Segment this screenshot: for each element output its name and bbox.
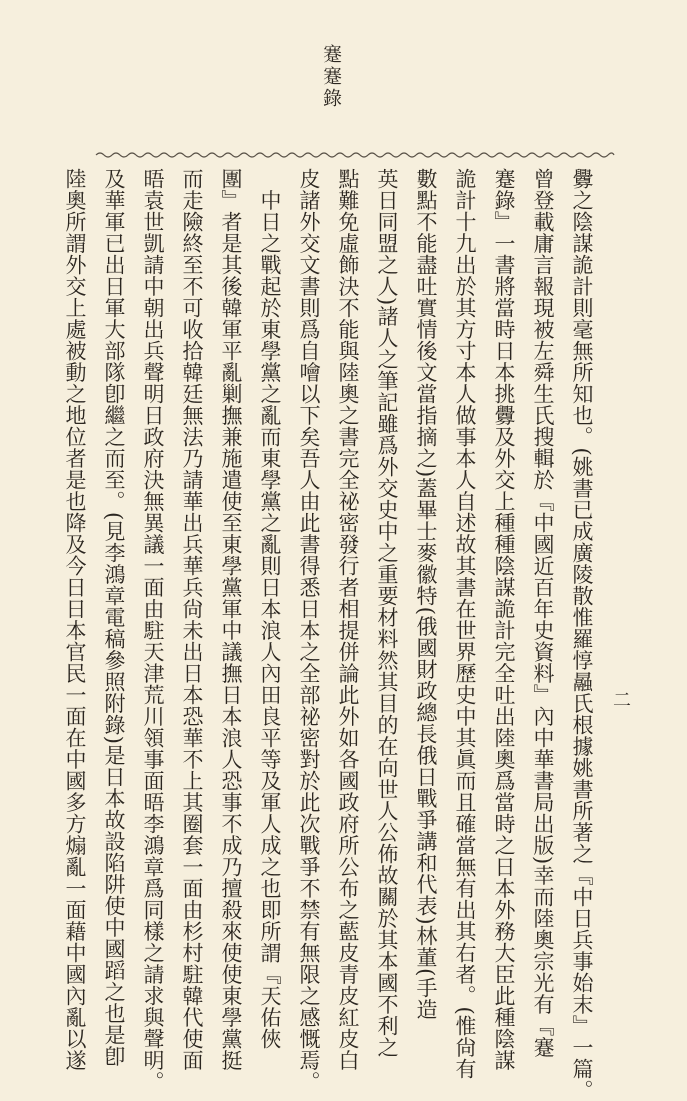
text-column: 皮諸外交文書則爲自噲以下矣吾人由此書得悉日本之全部祕密對於此次戰爭不禁有無限之感慨焉。 <box>297 168 321 1093</box>
text-column: 曾登載庸言報現被左舜生氏搜輯於『中國近百年史資料』內中華書局出版)幸而陸奧宗光有『蹇 <box>531 168 555 1059</box>
text-column: 而走險終至不可收拾韓廷無法乃請華出兵華兵尙未出日本恐華不上其圈套一面由杉村駐韓代使面 <box>180 168 204 1071</box>
text-column: 數點不能盡吐實情後文當指摘之)蓋畢士麥徽特(俄國財政總長俄日戰爭講和代表)林董(手造 <box>414 168 438 1020</box>
text-column: 晤袁世凱請中朝出兵聲明日政府決無異議一面由駐天津荒川領事面晤李鴻章爲同樣之請求與聲明。 <box>141 168 165 1093</box>
text-column: 英日同盟之人)諸人之筆記雖爲外交史中之重要材料然其目的在向世人公佈故關於其本國不利之 <box>375 168 399 1059</box>
text-column: 蹇錄』一書將當時日本挑釁及外交上種種陰謀詭計完全吐出陸奧爲當時之日本外務大臣此種陰謀 <box>492 168 516 1071</box>
text-column: 詭計十九出於其方寸本人做事本人自述故其書在世界歷史中其眞而且確當無有出其右者。(惟尙有 <box>453 168 477 1080</box>
text-column: 點難免虛飾決不能與陸奧之書完全祕密發行者相提併論此外如各國政府所公布之藍皮青皮紅皮白 <box>336 168 360 1071</box>
text-column: 團』者是其後韓軍平亂剿撫兼施遣使至東學黨軍中議撫日本浪人恐事不成乃擅殺來使使東學黨挺 <box>219 168 243 1071</box>
page-number: 二 <box>610 690 631 708</box>
text-column: 陸奧所謂外交上處被動之地位者是也降及今日日本官民一面在中國多方煽亂一面藉中國內亂以遂 <box>63 168 87 1071</box>
decorative-wavy-rule <box>96 150 614 160</box>
text-column: 及華軍已出日軍大部隊卽繼之而至。(見李鴻章電稿參照附錄)是日本故設陷阱使中國蹈之也是卽 <box>102 168 126 1067</box>
text-column: 釁之陰謀詭計則毫無所知也。(姚書已成廣陵散惟羅惇曧氏根據姚書所著之『中日兵事始末』一篇。 <box>570 168 594 1101</box>
vertical-body-text <box>63 168 601 1101</box>
running-head-title: 蹇蹇錄 <box>320 44 342 110</box>
text-column: 中日之戰起於東學黨之亂而東學黨之亂則日本浪人內田良平等及軍人成之也即所謂『天佑俠 <box>258 168 282 1050</box>
